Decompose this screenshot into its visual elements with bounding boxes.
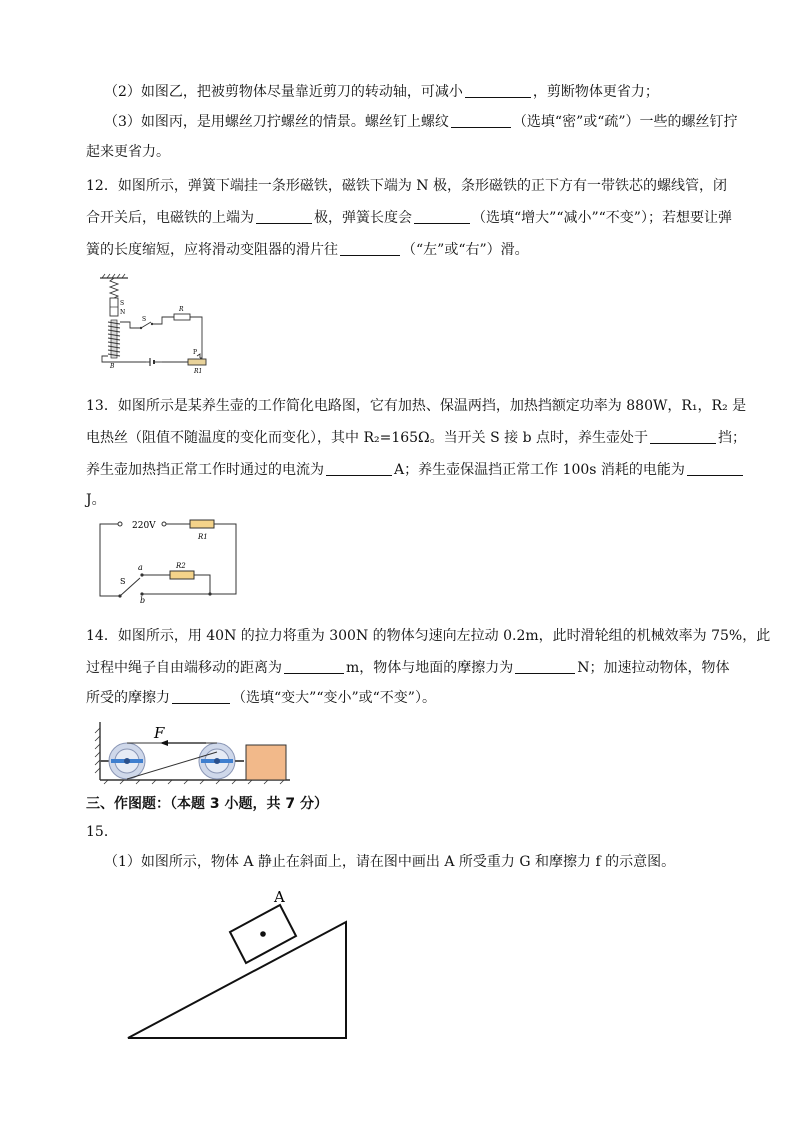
q12-circuit-figure bbox=[96, 276, 216, 376]
spring bbox=[110, 278, 118, 298]
section-3-title: 三、作图题：（本题 3 小题，共 7 分） bbox=[86, 796, 328, 812]
q14-line3: 所受的摩擦力 （选填“变大”“变小”或“不变”）。 bbox=[86, 690, 436, 706]
answer-blank[interactable] bbox=[284, 659, 344, 674]
answer-blank[interactable] bbox=[414, 209, 470, 224]
movable-pulley bbox=[199, 743, 235, 779]
q14-pulley-figure bbox=[94, 718, 294, 784]
force-f-label: F bbox=[154, 724, 165, 742]
q14-line1: 14．如图所示，用 40N 的拉力将重为 300N 的物体匀速向左拉动 0.2m，此时滑轮组的机械效率为 75%，此 bbox=[86, 628, 771, 644]
answer-blank[interactable] bbox=[172, 689, 230, 704]
q15-number: 15． bbox=[86, 824, 118, 840]
fixed-pulley bbox=[109, 743, 145, 779]
resistor-r2-label: R2 bbox=[176, 562, 186, 570]
center-point bbox=[260, 931, 266, 937]
rheostat-r1 bbox=[188, 359, 206, 365]
q13-line4: J。 bbox=[86, 492, 106, 508]
contact-a bbox=[140, 573, 143, 576]
block bbox=[246, 745, 286, 780]
q12-line1: 12．如图所示，弹簧下端挂一条形磁铁，磁铁下端为 N 极，条形磁铁的正下方有一带铁芯的螺线管，闭 bbox=[86, 178, 727, 194]
q13-line2: 电热丝（阻值不随温度的变化而变化），其中 R₂=165Ω。当开关 S 接 b 点时，养生壶处于 挡； bbox=[86, 430, 747, 446]
slider-p-label: P bbox=[193, 349, 198, 356]
block-a-label: A bbox=[274, 888, 285, 906]
solenoid-b-label: B bbox=[110, 363, 115, 370]
resistor-r2 bbox=[170, 571, 194, 579]
magnet-s-label: S bbox=[120, 300, 125, 307]
answer-blank[interactable] bbox=[687, 461, 743, 476]
answer-blank[interactable] bbox=[515, 659, 575, 674]
rheostat-slider bbox=[197, 354, 200, 358]
ceiling-hatch bbox=[102, 274, 125, 278]
voltage-label: 220V bbox=[132, 521, 156, 531]
q12-line3: 簧的长度缩短，应将滑动变阻器的滑片往 （“左”或“右”）滑。 bbox=[86, 242, 529, 258]
rheostat-label: R1 bbox=[194, 368, 203, 375]
terminal-left bbox=[118, 522, 122, 526]
q13-line3: 养生壶加热挡正常工作时通过的电流为 A；养生壶保温挡正常工作 100s 消耗的电能为 bbox=[86, 460, 746, 480]
junction bbox=[208, 592, 211, 595]
q11-part3-line2: 起来更省力。 bbox=[86, 144, 170, 160]
magnet-n-label: N bbox=[120, 309, 126, 316]
resistor-r-label: R bbox=[179, 306, 184, 313]
q15-incline-figure bbox=[120, 880, 360, 1044]
answer-blank[interactable] bbox=[650, 429, 716, 444]
answer-blank[interactable] bbox=[256, 209, 312, 224]
resistor-r bbox=[174, 314, 190, 320]
wall-hatch bbox=[95, 728, 100, 773]
contact-b-label: b bbox=[140, 596, 146, 605]
solenoid-coil bbox=[108, 322, 120, 356]
q12-line2: 合开关后，电磁铁的上端为 极，弹簧长度会 （选填“增大”“减小”“不变”）；若想要让弹 bbox=[86, 210, 732, 226]
q15-part1: （1）如图所示，物体 A 静止在斜面上，请在图中画出 A 所受重力 G 和摩擦力 f 的示意图。 bbox=[104, 854, 676, 870]
answer-blank[interactable] bbox=[340, 241, 400, 256]
answer-blank[interactable] bbox=[326, 461, 392, 476]
answer-blank[interactable] bbox=[465, 83, 531, 98]
terminal-right bbox=[162, 522, 166, 526]
answer-blank[interactable] bbox=[451, 113, 511, 128]
switch-label: S bbox=[120, 577, 126, 586]
q11-part2: （2）如图乙，把被剪物体尽量靠近剪刀的转动轴，可减小 ，剪断物体更省力； bbox=[104, 84, 659, 100]
q13-line1: 13．如图所示是某养生壶的工作简化电路图，它有加热、保温两挡，加热挡额定功率为 880W，R₁，R₂ 是 bbox=[86, 398, 747, 414]
q11-part3: （3）如图丙，是用螺丝刀拧螺丝的情景。螺丝钉上螺纹 （选填“密”或“疏”）一些的螺丝钉拧 bbox=[104, 114, 738, 130]
q14-line2: 过程中绳子自由端移动的距离为 m，物体与地面的摩擦力为 N；加速拉动物体，物体 bbox=[86, 660, 730, 676]
resistor-r1-label: R1 bbox=[198, 533, 208, 541]
resistor-r1 bbox=[190, 520, 214, 528]
switch-label: S bbox=[142, 316, 147, 323]
q13-circuit-figure bbox=[94, 516, 244, 606]
contact-a-label: a bbox=[138, 563, 143, 572]
